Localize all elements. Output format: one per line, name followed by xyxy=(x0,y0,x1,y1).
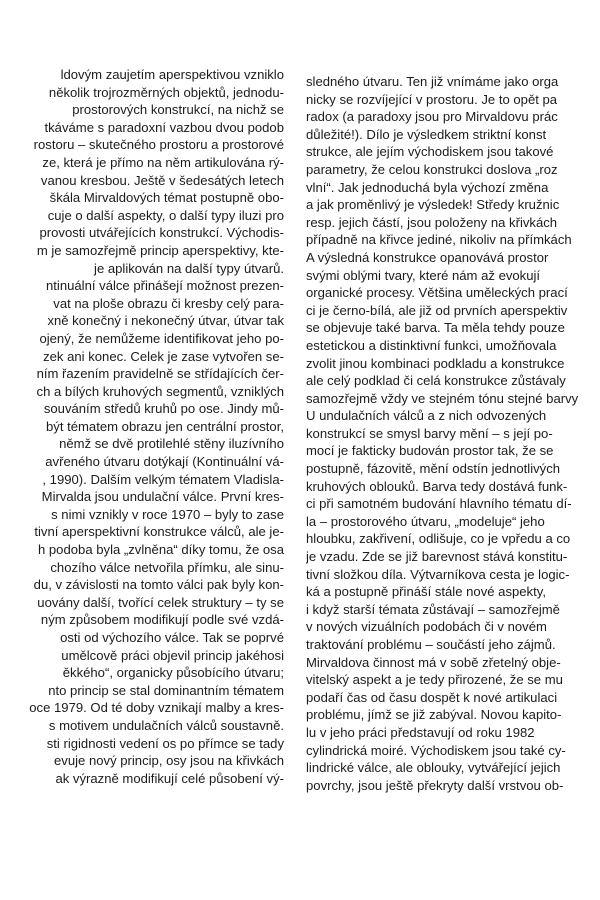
left-column-line: Mirvalda jsou undulační válce. První kres- xyxy=(41,489,284,505)
right-column-line: cylindrická moiré. Východiskem jsou také cy- xyxy=(306,742,566,758)
right-column-line: vitelský aspekt a je tedy přirozené, že se mu xyxy=(306,672,563,688)
left-column-line: m je samozřejmě princip aperspektivy, kte- xyxy=(36,242,284,258)
right-column-line: sledného útvaru. Ten již vnímáme jako orga xyxy=(306,74,559,89)
right-column-line: konstrukcí se smysl barvy mění – s její po- xyxy=(306,425,553,441)
left-column-line: škála Mirvaldových témat postupně obo- xyxy=(49,190,284,206)
left-column-line: chozího válce netvořila přímku, ale sinu- xyxy=(50,559,284,575)
right-column-line: kruhových oblouků. Barva tedy dostává funk- xyxy=(306,478,568,494)
right-column-line: estetickou a distinktivní funkci, umožňovala xyxy=(306,337,557,353)
left-column-line: h podoba byla „zvlněna“ díky tomu, že osa xyxy=(37,542,284,558)
right-column-line: ale celý podklad či celá konstrukce zůstávaly xyxy=(306,373,566,389)
left-column-line: zek ani konec. Celek je zase vytvořen se- xyxy=(43,348,284,364)
right-column-line: svými oblými tvary, které nám až evokují xyxy=(306,267,541,283)
right-text-column xyxy=(306,66,600,794)
left-column-line: je aplikován na další typy útvarů. xyxy=(94,260,284,276)
right-column-line: je vzadu. Zde se již barevnost stává konstitu- xyxy=(306,549,568,565)
right-column-line: problému, jímž se již zabýval. Novou kapito- xyxy=(306,707,562,723)
page-corner xyxy=(572,0,600,20)
left-column-line: evuje nový princip, osy jsou na křivkách xyxy=(54,753,284,769)
right-column-line: vlní“. Jak jednoduchá byla výchozí změna xyxy=(306,179,549,195)
right-column-line: resp. jejich částí, jsou položeny na křivkách xyxy=(306,214,558,230)
left-column-line: umělcově práci objevil princip jakéhosi xyxy=(61,647,284,663)
right-column-line: tivní složkou díla. Výtvarníkova cesta je logic- xyxy=(306,566,570,582)
left-column-line: několik trojrozměrných objektů, jednodu- xyxy=(48,84,284,100)
right-column-line: lindrické válce, ale oblouky, vytvářející jejich xyxy=(306,760,561,776)
left-column-line: prostorových konstrukcí, na nichž se xyxy=(72,102,284,118)
right-column-line: la – prostorového útvaru, „modeluje“ jeho xyxy=(306,513,545,529)
left-column-line: xně konečný i nekonečný útvar, útvar tak xyxy=(47,313,284,329)
left-column-line: ntinuální válce přinášejí možnost prezen- xyxy=(46,278,284,294)
right-column-line: U undulačních válců a z nich odvozených xyxy=(306,408,547,424)
left-column-line: , 1990). Dalším velkým tématem Vladisla- xyxy=(42,471,284,487)
left-column-line: uovány další, tvořící celek struktury – ty se xyxy=(37,594,284,610)
left-text-column xyxy=(0,66,284,787)
left-column-line: provosti utvářejících konstrukcí. Východis- xyxy=(39,225,284,241)
right-column-line: A výsledná konstrukce opanovává prostor xyxy=(306,249,549,265)
right-column-line: se objevuje také barva. Ta měla tehdy pouze xyxy=(306,320,565,336)
right-column-line: podaří čas od času dospět k nové artikulaci xyxy=(306,689,558,705)
right-column-line: ká a postupně přináší stále nové aspekty, xyxy=(306,584,546,600)
left-column-line: avřeného útvaru dotýkají (Kontinuální vá- xyxy=(45,454,284,470)
left-column-line: osti od výchozího válce. Tak se poprvé xyxy=(60,630,284,645)
left-column-line: nto princip se stal dominantním tématem xyxy=(48,682,284,698)
right-column-line: radox (a paradoxy jsou pro Mirvaldovu prác xyxy=(306,109,558,125)
right-column-line: postupně, fázovitě, mění odstín jednotlivých xyxy=(306,461,561,477)
left-column-line: oce 1979. Od té doby vznikají malby a kres- xyxy=(29,700,284,716)
right-column-line: povrchy, jsou ještě překryty další vrstvou ob- xyxy=(306,777,564,793)
right-column-line: mocí je fakticky budován prostor tak, že se xyxy=(306,443,554,459)
left-column-line: ak výrazně modifikují celé působení vý- xyxy=(55,770,284,786)
left-column-line: s nimi vznikly v roce 1970 – byly to zase xyxy=(51,506,284,522)
right-column-line: i když starší témata zůstávají – samozřejmě xyxy=(306,601,560,617)
left-column-line: sti rigidnosti vedení os po přímce se tady xyxy=(46,735,284,751)
left-column-line: tkáváme s paradoxní vazbou dvou podob xyxy=(44,119,284,135)
right-column-line: nicky se rozvíjející v prostoru. Je to opět pa xyxy=(306,91,558,107)
right-column-line: případně na křivce jediné, nikoliv na přímkách xyxy=(306,232,572,248)
right-column-line: zvolit jinou kombinaci podkladu a konstrukce xyxy=(306,355,565,371)
left-column-line: vat na ploše obrazu či kresby celý para- xyxy=(53,295,284,311)
right-column-line: v nových vizuálních podobách či v novém xyxy=(306,619,547,635)
right-column-line: strukce, ale jejím východiskem jsou takové xyxy=(306,144,554,160)
left-column-line: ojený, že nemůžeme identifikovat jeho po- xyxy=(39,330,284,346)
left-column-line: ným způsobem modifikují podle své vzdá- xyxy=(40,612,284,628)
left-column-line: souváním středů kruhů po ose. Jindy mů- xyxy=(43,401,284,417)
right-column-line: parametry, že celou konstrukci doslova „roz xyxy=(306,161,558,177)
left-column-line: ním řazením pravidelně se střídajících čer- xyxy=(36,366,284,382)
left-column-line: du, v závislosti na tomto válci pak byly kon- xyxy=(33,577,284,593)
left-column-line: s motivem undulačních válců soustavně. xyxy=(48,717,284,733)
right-column-line: samozřejmě vždy ve stejném tónu stejné barvy xyxy=(306,390,579,406)
right-column-line: ci při samotném budování hlavního tématu dí- xyxy=(306,496,572,512)
left-column-line: tivní aperspektivní konstrukce válců, ale je- xyxy=(34,524,284,540)
right-column-line: traktování problému – součástí jeho zájmů. xyxy=(306,637,556,652)
left-column-line: rostoru – skutečného prostoru a prostorové xyxy=(33,137,284,153)
right-column-line: ci je černo-bílá, ale již od prvních aperspektiv xyxy=(306,302,568,318)
right-column-line: důležité!). Dílo je výsledkem striktní konst xyxy=(306,126,547,142)
left-column-line: cuje o další aspekty, o další typy iluzi pro xyxy=(47,207,284,223)
right-column-line: Mirvaldova činnost má v sobě zřetelný obje- xyxy=(306,654,561,670)
left-column-line: vanou kresbou. Ještě v šedesátých letech xyxy=(40,172,284,188)
right-column-line: lu v jeho práci představují od roku 1982 xyxy=(306,724,535,740)
left-column-line: němž se dvě protilehlé stěny iluzívního xyxy=(59,436,284,452)
right-column-line: a jak proměnlivý je výsledek! Středy kružnic xyxy=(306,197,560,213)
left-column-line: ze, která je přímo na něm artikulována rý- xyxy=(42,154,284,170)
left-column-line: ěkkého“, organicky působícího útvaru; xyxy=(62,665,284,681)
left-column-line: ldovým zaujetím aperspektivou vzniklo xyxy=(60,67,284,82)
right-column-line: organické procesy. Většina uměleckých prací xyxy=(306,285,568,301)
left-column-line: ch a bílých kruhových segmentů, vzniklých xyxy=(36,383,284,399)
right-column-line: hloubku, zakřivení, odlišuje, co je vpředu a co xyxy=(306,531,571,547)
left-column-line: být tématem obrazu jen centrální prostor, xyxy=(46,418,284,434)
